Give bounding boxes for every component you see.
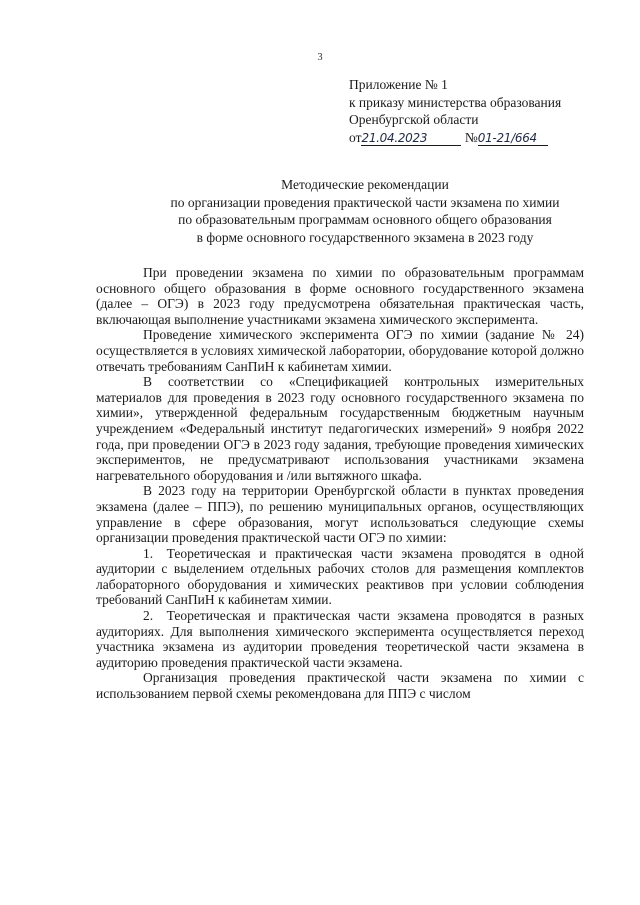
list-item-scheme-1: 1. Теоретическая и практическая части экзамена проводятся в одной аудитории с выделением отдельных рабочих столов для размещения комплектов лабораторного оборудования и химических реактивов при условии соблюдения требований СанПиН к кабинетам химии. — [96, 545, 584, 608]
paragraph-schemes: В 2023 году на территории Оренбургской области в пунктах проведения экзамена (далее – ППЭ), по решению муниципальных органов, осуществляющих управление в сфере образования, могут использоваться следующие схемы организации проведения практической части ОГЭ по химии: — [96, 483, 584, 546]
title-line-1: Методические рекомендации — [281, 177, 449, 192]
appendix-header — [349, 76, 561, 146]
appendix-region-line: Оренбургской области — [349, 112, 479, 127]
page-number: 3 — [317, 52, 323, 63]
handwritten-date: 21.04.2023 — [361, 130, 428, 145]
date-prefix: от — [349, 129, 362, 145]
document-body — [96, 265, 584, 702]
paragraph-specification: В соответствии со «Спецификацией контрольных измерительных материалов для проведения в 2023 году основного государственного экзамена по химии», утвержденной федеральным государственным бюджетным научным учреждением «Федеральный институт педагогических измерений» 9 ноября 2022 года, при проведении ОГЭ в 2023 году задания, требующие проведения химических экспериментов, не предусматривают использования участниками экзамена нагревательного оборудования и /или вытяжного шкафа. — [96, 374, 584, 483]
title-line-3: по образовательным программам основного общего образования — [178, 212, 552, 227]
number-field — [478, 131, 548, 146]
handwritten-number: 01-21/664 — [477, 130, 537, 145]
paragraph-recommendation: Организация проведения практической части экзамена по химии с использованием первой схемы рекомендована для ППЭ с числом — [96, 670, 584, 702]
paragraph-intro: При проведении экзамена по химии по образовательным программам основного общего образования в форме основного государственного экзамена (далее – ОГЭ) в 2023 году предусмотрена обязательная практическая часть, включающая выполнение участниками экзамена химического эксперимента. — [96, 265, 584, 327]
date-field — [361, 131, 461, 146]
paragraph-experiment: Проведение химического эксперимента ОГЭ по химии (задание № 24) осуществляется в условиях химической лаборатории, оборудование которой должно отвечать требованиям СанПиН к кабинетам химии. — [96, 327, 584, 374]
number-prefix: № — [464, 129, 478, 145]
document-title — [100, 176, 630, 246]
appendix-date-number-line — [349, 129, 561, 147]
title-line-2: по организации проведения практической части экзамена по химии — [170, 194, 560, 210]
appendix-order-line: к приказу министерства образования — [349, 94, 562, 110]
appendix-title: Приложение № 1 — [349, 77, 448, 92]
list-item-scheme-2: 2. Теоретическая и практическая части экзамена проводятся в разных аудиториях. Для выполнения химического эксперимента осуществляется переход участника экзамена из аудитории проведения теоретической части экзамена в аудиторию проведения практической части экзамена. — [96, 608, 584, 670]
title-line-4: в форме основного государственного экзамена в 2023 году — [196, 229, 534, 245]
